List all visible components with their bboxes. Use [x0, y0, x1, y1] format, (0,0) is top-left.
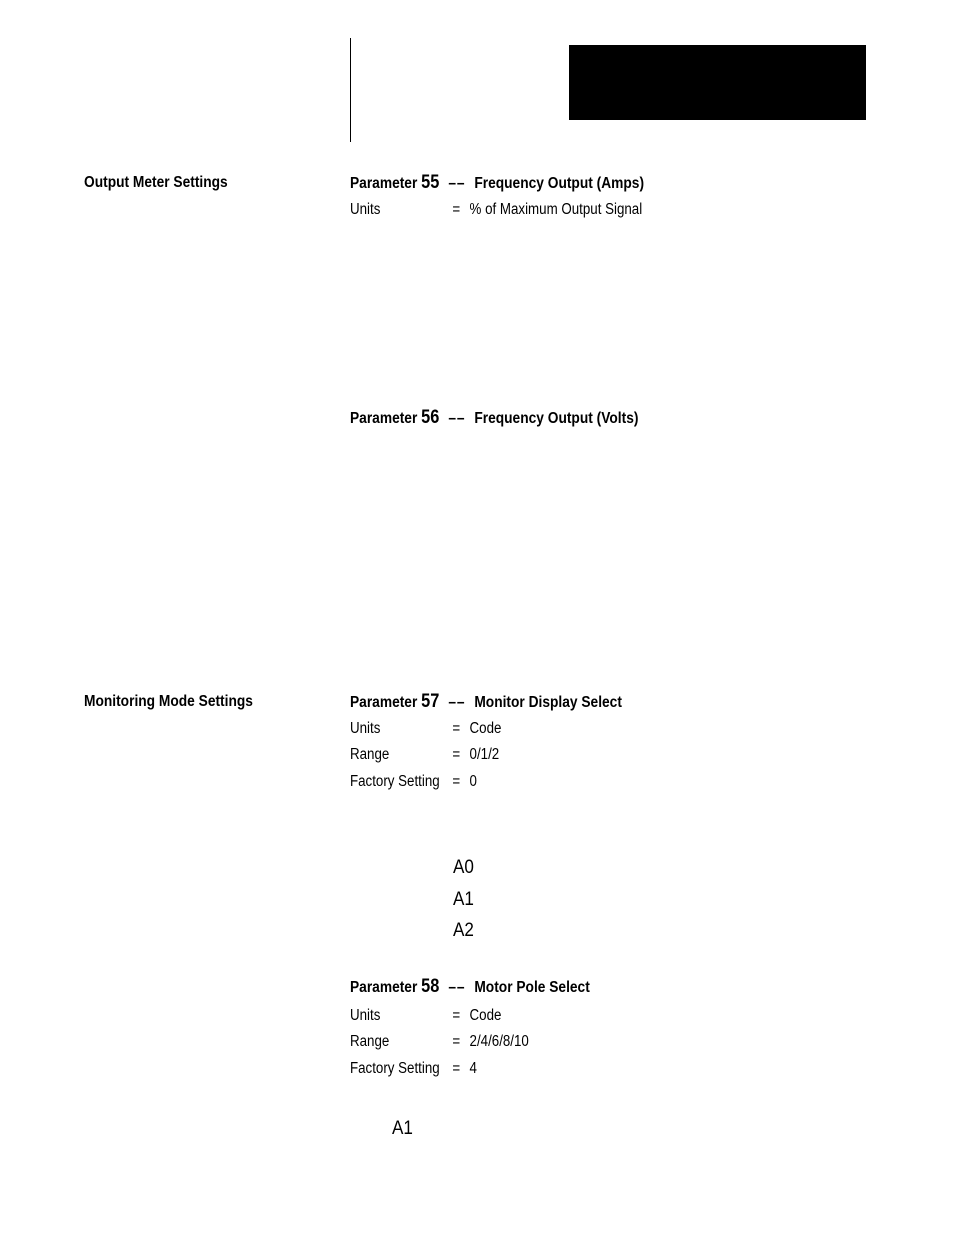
row-equals: = [452, 201, 461, 218]
parameter-prefix: Parameter [350, 694, 418, 711]
code-option-a2: A2 [453, 920, 474, 941]
section-heading-monitoring-mode: Monitoring Mode Settings [84, 693, 253, 710]
parameter-57-range-row [350, 746, 499, 764]
parameter-number: 55 [421, 172, 440, 193]
row-label: Factory Setting [350, 773, 440, 790]
parameter-57-factory-row [350, 773, 477, 791]
parameter-dash: –– [448, 175, 466, 192]
row-value: 0 [469, 773, 477, 790]
parameter-58-range-row [350, 1033, 529, 1051]
row-equals: = [452, 1033, 461, 1050]
parameter-56-title [350, 407, 638, 429]
parameter-57-units-row [350, 720, 501, 738]
row-label: Units [350, 1007, 381, 1024]
parameter-number: 58 [421, 976, 440, 997]
parameter-name: Monitor Display Select [474, 694, 622, 711]
parameter-dash: –– [448, 979, 466, 996]
row-value: % of Maximum Output Signal [469, 201, 643, 218]
parameter-name: Frequency Output (Amps) [474, 175, 645, 192]
row-label: Units [350, 720, 381, 737]
row-equals: = [452, 746, 461, 763]
code-option-a0: A0 [453, 857, 474, 878]
row-label: Range [350, 1033, 390, 1050]
parameter-dash: –– [448, 410, 466, 427]
parameter-prefix: Parameter [350, 979, 418, 996]
row-equals: = [452, 1060, 461, 1077]
row-value: Code [469, 1007, 502, 1024]
parameter-55-units-row [350, 201, 642, 219]
parameter-number: 57 [421, 691, 440, 712]
header-vertical-rule [350, 38, 351, 142]
code-option-a1: A1 [453, 889, 474, 910]
row-label: Units [350, 201, 381, 218]
parameter-58-factory-row [350, 1060, 477, 1078]
row-value: 4 [469, 1060, 477, 1077]
row-value: 0/1/2 [469, 746, 500, 763]
row-value: 2/4/6/8/10 [469, 1033, 529, 1050]
row-equals: = [452, 720, 461, 737]
parameter-57-title [350, 691, 622, 713]
parameter-58-units-row [350, 1007, 501, 1025]
row-label: Range [350, 746, 390, 763]
parameter-58-title [350, 976, 590, 998]
parameter-55-title [350, 172, 644, 194]
parameter-name: Motor Pole Select [474, 979, 590, 996]
row-equals: = [452, 1007, 461, 1024]
header-black-box [569, 45, 866, 120]
parameter-dash: –– [448, 694, 466, 711]
parameter-prefix: Parameter [350, 410, 418, 427]
parameter-number: 56 [421, 407, 440, 428]
section-heading-output-meter: Output Meter Settings [84, 174, 228, 191]
parameter-name: Frequency Output (Volts) [474, 410, 639, 427]
code-option-a1-pole: A1 [392, 1118, 413, 1139]
row-value: Code [469, 720, 502, 737]
row-label: Factory Setting [350, 1060, 440, 1077]
parameter-prefix: Parameter [350, 175, 418, 192]
row-equals: = [452, 773, 461, 790]
